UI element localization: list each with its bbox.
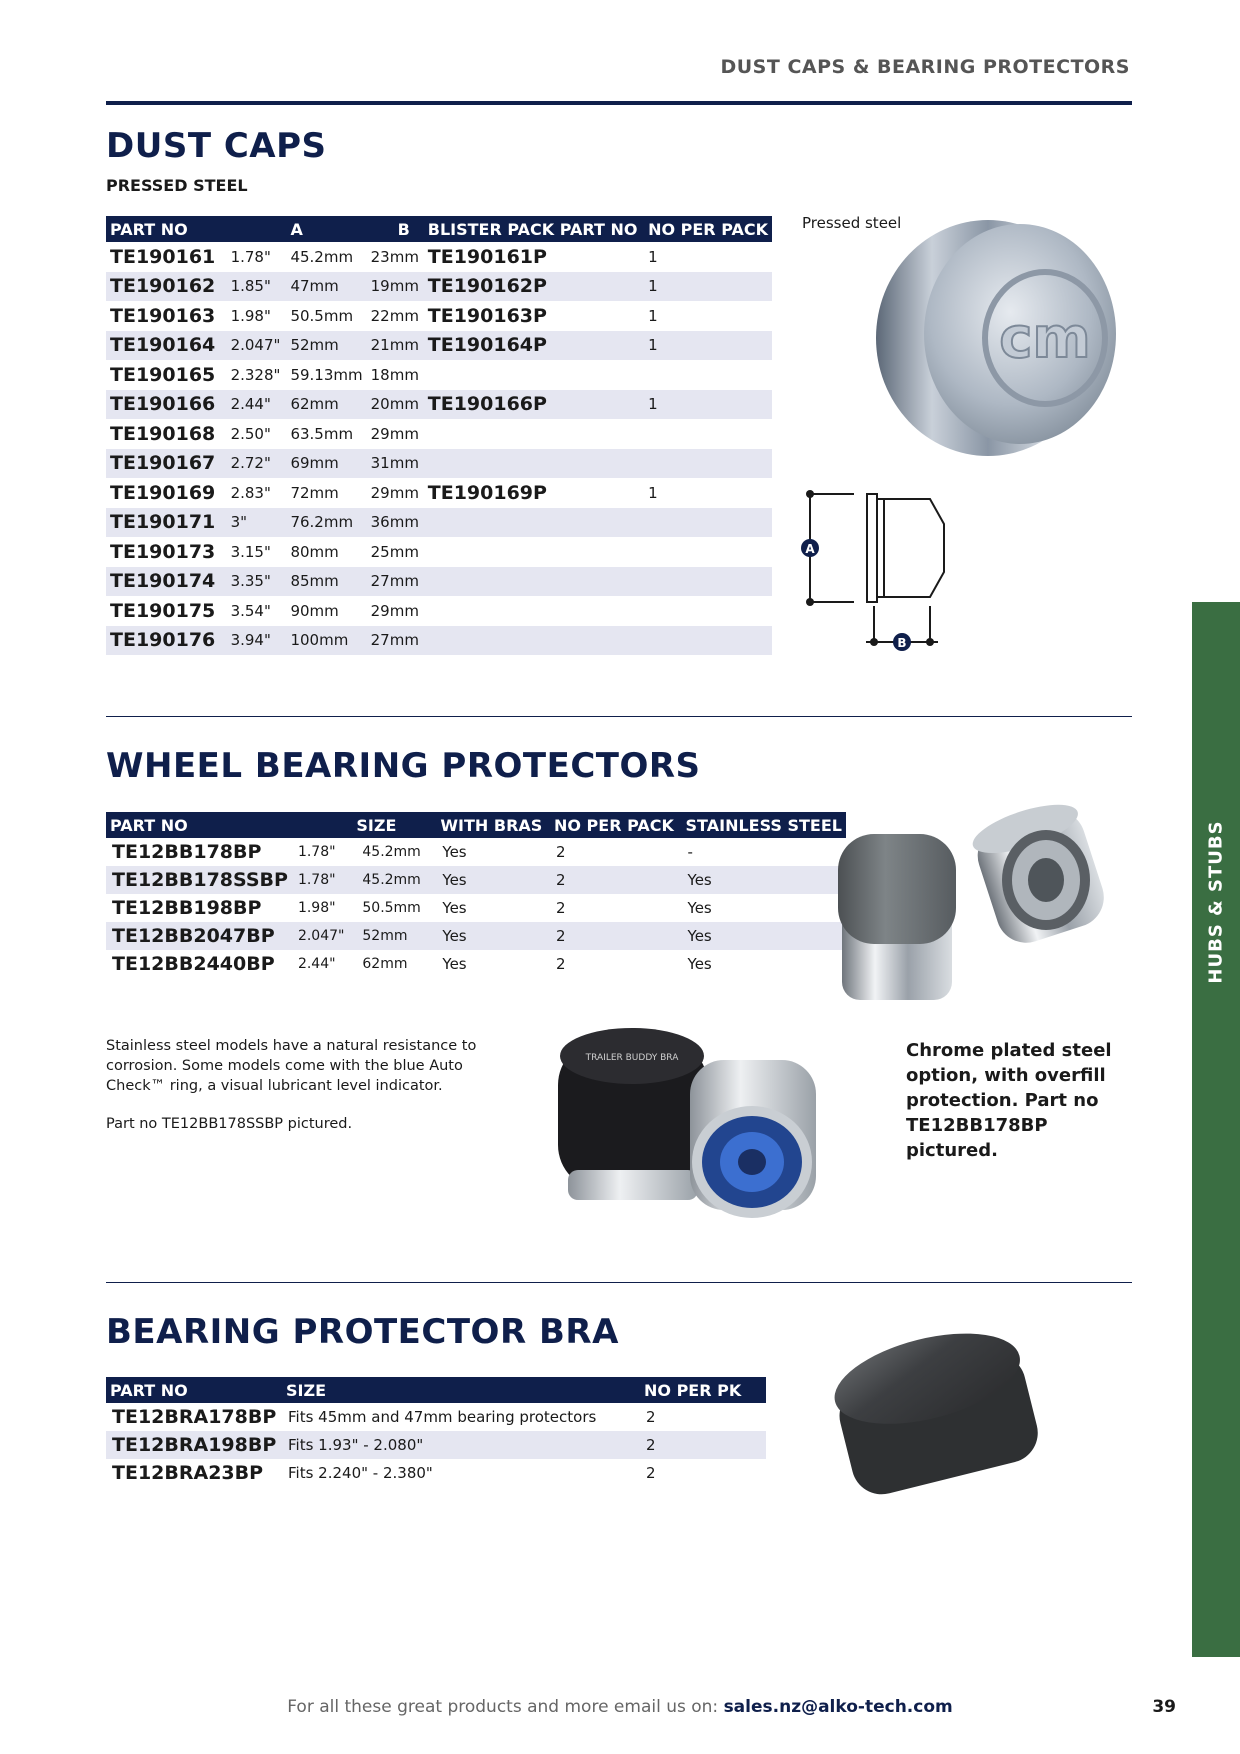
cell-size-mm: 45.2mm <box>356 866 436 894</box>
cell-per-pack: 1 <box>648 483 658 502</box>
diagram-label-a: A <box>805 542 815 556</box>
table-row <box>106 537 772 567</box>
bearing-protector-bra-heading: BEARING PROTECTOR BRA <box>106 1312 619 1352</box>
col-blister-pack: BLISTER PACK PART NO <box>424 216 644 242</box>
cell-blister <box>424 419 644 449</box>
cell-part: TE12BRA23BP <box>112 1462 264 1484</box>
cell-blister: TE190163P <box>427 304 547 327</box>
cell-a-in: 2.83" <box>230 483 271 502</box>
cell-b: 29mm <box>370 424 419 443</box>
cell-a-mm: 90mm <box>290 601 339 620</box>
cell-a-mm: 47mm <box>286 272 366 302</box>
cell-per-pack: 2 <box>550 922 682 950</box>
wheel-bearing-protectors-heading: WHEEL BEARING PROTECTORS <box>106 746 701 786</box>
cell-a-in: 2.44" <box>227 390 287 420</box>
dust-caps-heading: DUST CAPS <box>106 126 327 166</box>
cell-per-pack: 1 <box>644 331 772 361</box>
col-stainless-steel: STAINLESS STEEL <box>682 812 846 838</box>
section-sidebar-tab <box>1192 602 1240 1657</box>
cell-b: 31mm <box>367 449 424 479</box>
wbp-header-row <box>106 812 846 838</box>
pressed-steel-dust-cap-image <box>870 210 1135 465</box>
table-row <box>106 360 772 390</box>
cell-size-in: 2.44" <box>297 956 336 972</box>
dust-caps-table <box>106 216 772 655</box>
cell-part: TE190164 <box>106 331 227 361</box>
table-row <box>106 596 772 626</box>
cell-a-in: 3.35" <box>227 567 287 597</box>
cell-b: 27mm <box>367 626 424 656</box>
chrome-bearing-protector-image <box>836 798 1136 1008</box>
table-row <box>106 626 772 656</box>
cell-size-mm: 50.5mm <box>362 900 421 916</box>
cell-stainless: - <box>687 843 693 861</box>
cell-part: TE12BRA178BP <box>112 1406 277 1428</box>
cell-part: TE190161 <box>110 245 216 268</box>
diagram-label-b: B <box>897 636 907 650</box>
cell-a-in: 3" <box>227 508 287 538</box>
cell-per-pack: 2 <box>550 866 682 894</box>
cell-a-mm: 50.5mm <box>290 306 354 325</box>
cell-a-mm: 63.5mm <box>290 424 354 443</box>
cell-blister: TE190166P <box>424 390 644 420</box>
table-row <box>106 301 772 331</box>
table-row <box>106 838 846 866</box>
page-section-title: DUST CAPS & BEARING PROTECTORS <box>720 56 1130 78</box>
cell-blister <box>424 508 644 538</box>
dust-caps-header-row <box>106 216 772 242</box>
col-a-inch <box>227 216 287 242</box>
cell-per-pack: 2 <box>646 1464 656 1482</box>
cell-stainless: Yes <box>687 899 712 917</box>
cell-per-pack <box>644 567 772 597</box>
pressed-steel-caption: Pressed steel <box>802 214 902 232</box>
footer-email-link[interactable]: sales.nz@alko-tech.com <box>723 1697 953 1717</box>
cell-with-bras: Yes <box>442 955 467 973</box>
col-part-no: PART NO <box>106 812 292 838</box>
cell-per-pack: 2 <box>555 899 566 917</box>
cell-part: TE190174 <box>106 567 227 597</box>
dust-caps-subheading: PRESSED STEEL <box>106 176 248 195</box>
cell-per-pack <box>644 360 772 390</box>
cell-b: 21mm <box>367 331 424 361</box>
cell-a-in: 2.328" <box>230 365 281 384</box>
cell-size-mm: 62mm <box>362 956 408 972</box>
cap-logo-text: cm <box>999 306 1091 371</box>
cell-b: 20mm <box>367 390 424 420</box>
table-row <box>106 242 772 272</box>
cell-with-bras: Yes <box>436 866 550 894</box>
cell-part: TE12BB2047BP <box>106 922 292 950</box>
cell-blister <box>424 449 644 479</box>
cell-blister <box>424 537 644 567</box>
cell-b: 25mm <box>370 542 419 561</box>
cell-per-pack <box>644 449 772 479</box>
cell-per-pack <box>644 419 772 449</box>
table-row <box>106 331 772 361</box>
table-row <box>106 272 772 302</box>
cell-a-in: 3.15" <box>230 542 271 561</box>
cell-blister: TE190162P <box>424 272 644 302</box>
table-row <box>106 1403 766 1431</box>
cell-part: TE190169 <box>110 481 216 504</box>
cell-per-pack: 2 <box>555 843 566 861</box>
cell-size: Fits 2.240" - 2.380" <box>288 1464 433 1482</box>
cell-a-mm: 80mm <box>290 542 339 561</box>
cell-blister <box>424 567 644 597</box>
cell-size: Fits 45mm and 47mm bearing protectors <box>288 1408 597 1426</box>
cell-per-pack: 1 <box>644 272 772 302</box>
cell-per-pack: 2 <box>640 1431 766 1459</box>
col-a: A <box>286 216 366 242</box>
cell-per-pack: 2 <box>555 955 566 973</box>
cell-a-mm: 69mm <box>286 449 366 479</box>
cell-a-in: 2.047" <box>227 331 287 361</box>
cell-per-pack <box>644 626 772 656</box>
table-row <box>106 567 772 597</box>
col-size: SIZE <box>282 1377 640 1403</box>
cell-size-mm: 45.2mm <box>362 844 421 860</box>
cell-a-mm: 72mm <box>290 483 339 502</box>
col-no-per-pack: NO PER PACK <box>550 812 682 838</box>
table-row <box>106 449 772 479</box>
cell-stainless: Yes <box>687 955 712 973</box>
header-rule <box>106 101 1132 105</box>
cell-a-in: 1.85" <box>227 272 287 302</box>
cell-part: TE190167 <box>106 449 227 479</box>
cell-a-mm: 85mm <box>286 567 366 597</box>
cell-a-in: 1.98" <box>230 306 271 325</box>
cell-b: 22mm <box>370 306 419 325</box>
cell-stainless: Yes <box>682 866 846 894</box>
bearing-protector-bra-table <box>106 1377 766 1487</box>
cell-part: TE12BB2440BP <box>112 953 275 975</box>
footer-text: For all these great products and more email us on: <box>287 1697 719 1717</box>
bra-print-text: TRAILER BUDDY BRA <box>585 1053 679 1063</box>
col-part-no: PART NO <box>106 1377 282 1403</box>
table-row <box>106 1459 766 1487</box>
table-row <box>106 922 846 950</box>
table-row <box>106 866 846 894</box>
cell-a-mm: 100mm <box>286 626 366 656</box>
col-no-per-pk: NO PER PK <box>640 1377 766 1403</box>
table-row <box>106 419 772 449</box>
cell-b: 18mm <box>370 365 419 384</box>
cell-a-mm: 76.2mm <box>286 508 366 538</box>
cell-blister: TE190164P <box>424 331 644 361</box>
cell-a-mm: 52mm <box>286 331 366 361</box>
cell-part: TE190168 <box>110 422 216 445</box>
cell-b: 29mm <box>370 601 419 620</box>
table-row <box>106 390 772 420</box>
cell-a-in: 1.78" <box>230 247 271 266</box>
col-size: SIZE <box>356 812 436 838</box>
cell-a-in: 2.72" <box>227 449 287 479</box>
col-no-per-pack: NO PER PACK <box>644 216 772 242</box>
cell-per-pack <box>644 537 772 567</box>
stainless-pictured-note: Part no TE12BB178SSBP pictured. <box>106 1116 353 1132</box>
cell-part: TE190166 <box>106 390 227 420</box>
table-row <box>106 950 846 978</box>
cell-with-bras: Yes <box>436 922 550 950</box>
cell-a-in: 3.54" <box>230 601 271 620</box>
cell-blister: TE190161P <box>427 245 547 268</box>
stainless-bearing-protector-image <box>552 1020 822 1225</box>
cell-a-in: 3.94" <box>227 626 287 656</box>
cell-part: TE190171 <box>106 508 227 538</box>
bra-header-row <box>106 1377 766 1403</box>
cell-size-mm: 52mm <box>356 922 436 950</box>
table-row <box>106 508 772 538</box>
page-number: 39 <box>1152 1697 1176 1717</box>
cell-per-pack: 1 <box>648 247 658 266</box>
chrome-caption: Chrome plated steel option, with overfill protection. Part no TE12BB178BP pictured. <box>906 1040 1112 1161</box>
cell-blister <box>424 360 644 390</box>
cell-size-in: 1.78" <box>297 844 336 860</box>
col-part-no: PART NO <box>106 216 227 242</box>
section-divider <box>106 1282 1132 1283</box>
cell-part: TE12BRA198BP <box>106 1431 282 1459</box>
cell-per-pack <box>644 596 772 626</box>
cell-b: 19mm <box>367 272 424 302</box>
cell-b: 27mm <box>367 567 424 597</box>
cell-a-in: 2.50" <box>230 424 271 443</box>
table-row <box>106 1431 766 1459</box>
cell-blister <box>424 596 644 626</box>
cell-per-pack: 1 <box>644 390 772 420</box>
cell-b: 36mm <box>367 508 424 538</box>
cell-with-bras: Yes <box>442 843 467 861</box>
cell-size-in: 1.98" <box>297 900 336 916</box>
cell-size-in: 2.047" <box>292 922 356 950</box>
wheel-bearing-protectors-table <box>106 812 846 978</box>
cell-stainless: Yes <box>682 922 846 950</box>
table-row <box>106 894 846 922</box>
table-row <box>106 478 772 508</box>
cell-part: TE190162 <box>106 272 227 302</box>
cell-part: TE190176 <box>106 626 227 656</box>
cell-per-pack: 1 <box>648 306 658 325</box>
dust-cap-dimension-diagram <box>792 484 952 654</box>
cell-part: TE190173 <box>110 540 216 563</box>
cell-part: TE190163 <box>110 304 216 327</box>
sidebar-label: HUBS & STUBS <box>1205 820 1227 984</box>
cell-a-mm: 45.2mm <box>290 247 354 266</box>
cell-size-in: 1.78" <box>292 866 356 894</box>
col-size-inch <box>292 812 356 838</box>
cell-part: TE190165 <box>110 363 216 386</box>
bearing-protector-bra-image <box>830 1330 1040 1505</box>
cell-b: 23mm <box>370 247 419 266</box>
col-b: B <box>367 216 424 242</box>
cell-part: TE12BB178SSBP <box>106 866 292 894</box>
cell-with-bras: Yes <box>442 899 467 917</box>
section-divider <box>106 716 1132 717</box>
cell-a-mm: 62mm <box>286 390 366 420</box>
cell-size: Fits 1.93" - 2.080" <box>282 1431 640 1459</box>
cell-per-pack: 2 <box>646 1408 656 1426</box>
cell-a-mm: 59.13mm <box>290 365 363 384</box>
stainless-note: Stainless steel models have a natural resistance to corrosion. Some models come with the blue Auto Check™ ring, a visual lubricant level indicator. <box>106 1038 477 1094</box>
cell-per-pack <box>644 508 772 538</box>
footer <box>0 1697 1240 1717</box>
cell-part: TE12BB198BP <box>112 897 262 919</box>
cell-blister: TE190169P <box>427 481 547 504</box>
cell-part: TE12BB178BP <box>112 841 262 863</box>
cell-part: TE190175 <box>110 599 216 622</box>
cell-blister <box>424 626 644 656</box>
col-with-bras: WITH BRAS <box>436 812 550 838</box>
cell-b: 29mm <box>370 483 419 502</box>
